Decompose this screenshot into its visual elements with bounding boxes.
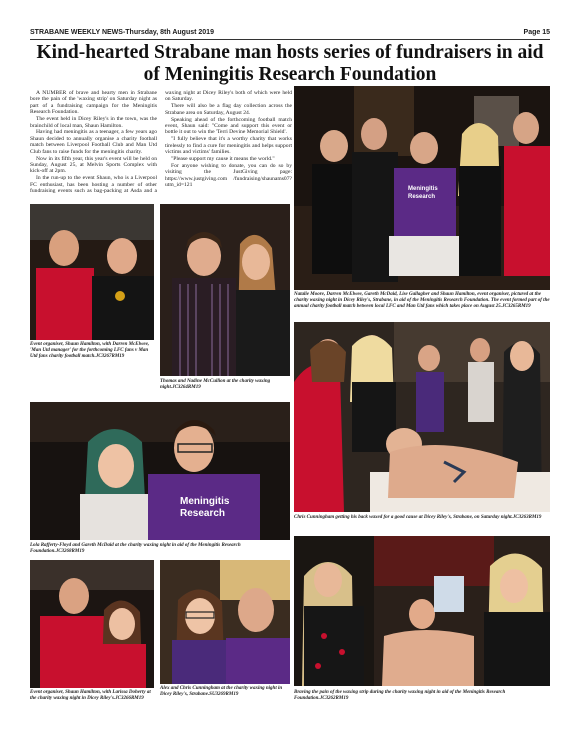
photo-thomas-nadine [160, 204, 290, 376]
body-paragraph: For anyone wishing to donate, you can do so by visiting the JustGiving page: https://www.justgiving.com /fundraising/shaunams07?utm_id=121 [165, 162, 292, 189]
page-number: Page 15 [523, 29, 550, 36]
publication-date: STRABANE WEEKLY NEWS-Thursday, 8th August 2019 [30, 29, 214, 36]
body-paragraph: "I fully believe that it's a worthy charity that works tirelessly to find a cure for meningitis and helps support victims and victims' families. [165, 136, 292, 156]
caption-alex-chris: Alex and Chris Cunningham at the charity waxing night in Dicey Riley's, Strabane.SU3269RM19 [160, 686, 283, 697]
caption-braving-wax: Braving the pain of the waxing strip during the charity waxing night in aid of the Meningitis Research Foundation.JC3262RM19 [294, 690, 506, 701]
caption-thomas-nadine: Thomas and Nadine McCullion at the charity waxing night.JC3264RM19 [160, 379, 271, 390]
shirt-text-research-2: Research [180, 508, 226, 519]
body-paragraph: "Please support my cause it means the world." [171, 156, 275, 163]
shirt-text-meningitis-2: Meningitis [180, 496, 230, 507]
photo-lola-gareth [30, 402, 290, 540]
body-paragraph: Having had meningitis as a teenager, a few years ago Shaun decided to annually organise a charity football match between Liverpool Football Club and Man Utd Club fans to raise funds for the meningitis charity. [30, 129, 157, 155]
caption-lola-gareth: Lola Rafferty-Floyd and Gareth McDaid at the charity waxing night in aid of the Meningitis Research Foundation.JC3268RM19 [30, 543, 241, 554]
photo-braving-wax [294, 536, 550, 686]
body-paragraph: Speaking ahead of the forthcoming football match event, Shaun said: "Come and support this event or bottle it out to win the 'Terri Devine Memorial Shield'. [165, 116, 292, 136]
caption-shaun-larissa: Event organiser, Shaun Hamilton, with Larissa Doherty at the charity waxing night in Dicey Riley's.JC3266RM19 [30, 690, 151, 701]
photo-shaun-larissa [30, 560, 154, 688]
body-paragraph: There will also be a flag day collection across the Strabane area on Saturday, August 24. [165, 103, 292, 116]
article-body [30, 90, 292, 202]
body-paragraph: The event held in Dicey Riley's in the town, was the brainchild of local man, Shaun Hamilton. [30, 116, 157, 129]
shirt-text-research: Research [408, 194, 436, 200]
photo-back-waxing [294, 322, 550, 512]
caption-shaun-darren: Event organiser, Shaun Hamilton, with Darren McElwee, 'Man Utd manager' for the forthcoming LFC fans v Man Utd fans charity football match.JC3267RM19 [30, 342, 150, 359]
body-paragraph: A NUMBER of brave and hearty men in Strabane bore the pain of the 'waxing strip' on Saturday night as part of a fundraising campaign for the Meningitis Research Foundation. [30, 90, 157, 116]
photo-shaun-darren [30, 204, 154, 340]
photo-group-five [294, 86, 550, 290]
body-paragraph: In the run-up to the event Shaun, who is a Liverpool FC enthusiast, has been hosting a number of other fundraising events such as bag-packing at Asda and a waxing night at Dicey Riley's both of which were held on Saturday. [30, 90, 292, 195]
caption-back-waxing: Chris Cunningham getting his back waxed for a good cause at Dicey Riley's, Strabane, on Saturday night.JC3263RM19 [294, 515, 542, 520]
shirt-text-meningitis: Meningitis [408, 186, 438, 192]
article-headline: Kind-hearted Strabane man hosts series of fundraisers in aid of Meningitis Research Foundation [36, 42, 544, 85]
photo-alex-chris [160, 560, 290, 684]
caption-group-five: Natalie Moore, Darren McElwee, Gareth McDaid, Lise Gallagher and Shaun Hamilton, event organiser, pictured at the charity waxing night in Dicey Riley's, Strabane, in aid of the Meningitis Research Foundation. The event formed part of the annual charity football match between local LFC and Man Utd fans which takes place on August 25.JC3265RM19 [294, 292, 550, 309]
body-paragraph: Now in its fifth year, this year's event will be held on Sunday, August 25, at Melvin Sports Complex with kick-off at 2pm. [30, 155, 157, 175]
page-header [30, 28, 550, 40]
